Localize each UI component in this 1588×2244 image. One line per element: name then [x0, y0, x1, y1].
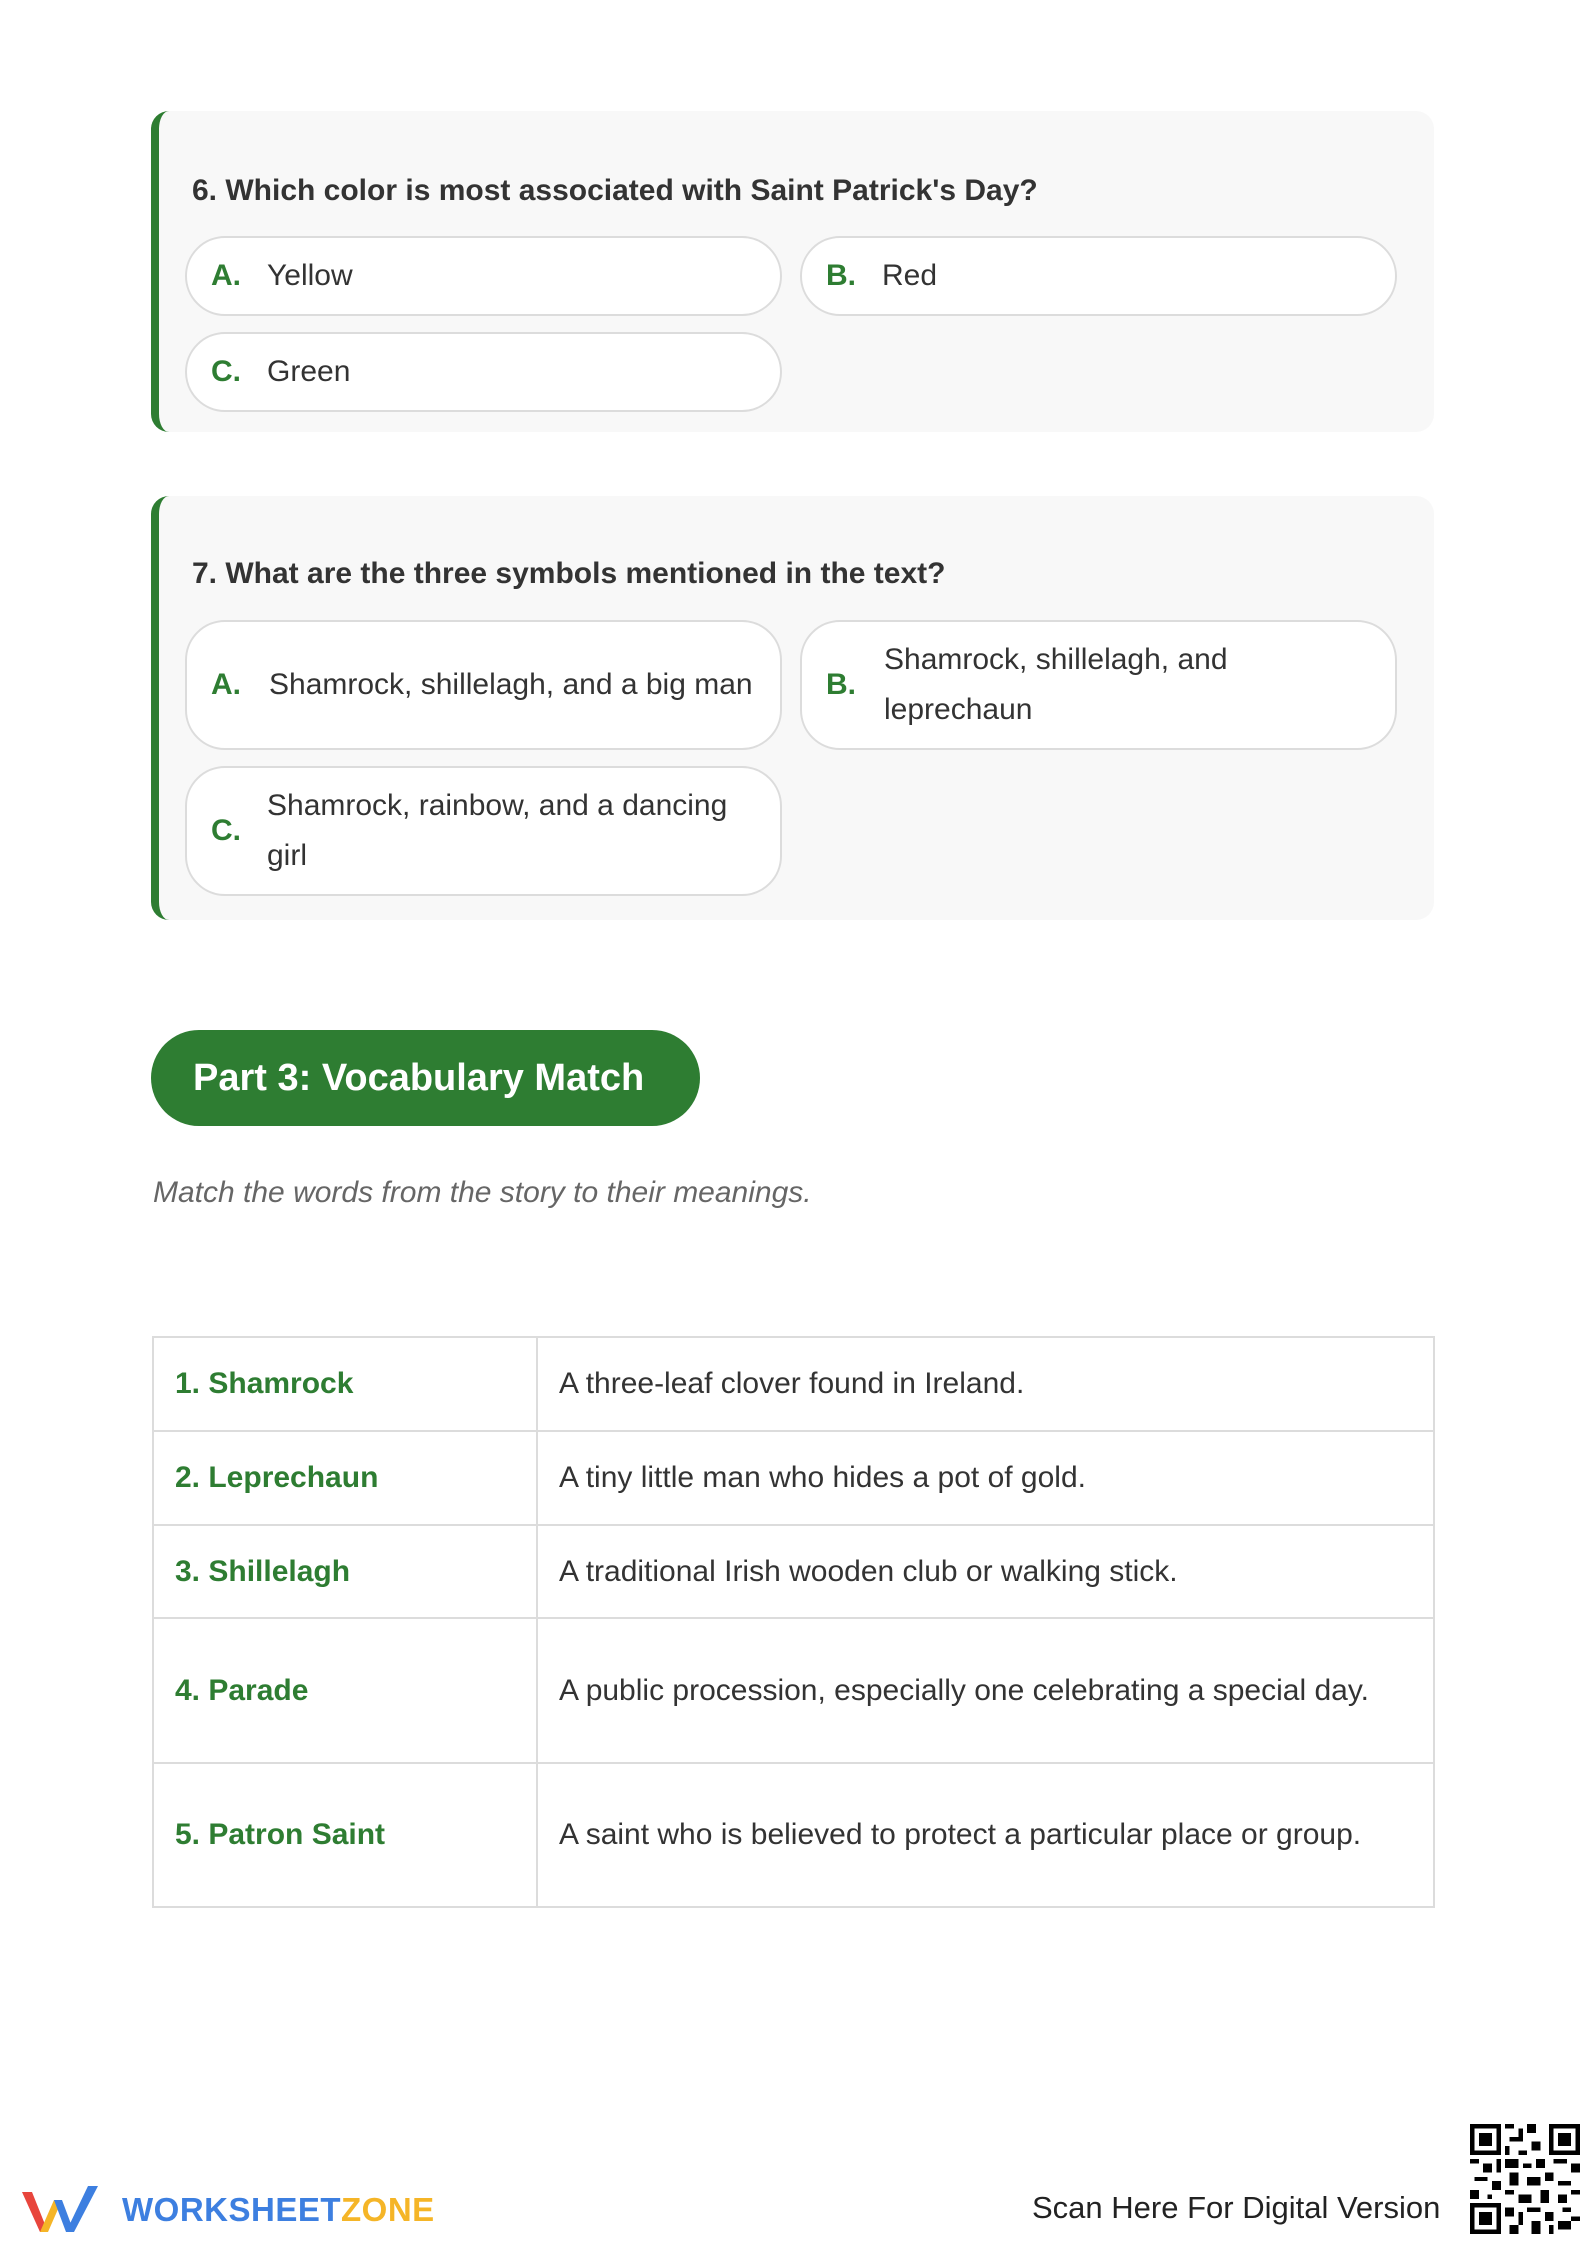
table-row [153, 1431, 1434, 1525]
vocab-definition: A saint who is believed to protect a particular place or group. [537, 1763, 1434, 1907]
option-b[interactable] [800, 236, 1397, 316]
logo-w-icon [18, 2182, 108, 2238]
option-letter: B. [826, 668, 856, 701]
option-text: Shamrock, shillelagh, and a big man [269, 668, 753, 701]
vocab-definition: A tiny little man who hides a pot of gold. [537, 1431, 1434, 1525]
section-title: Part 3: Vocabulary Match [151, 1030, 700, 1126]
option-letter: A. [211, 259, 241, 292]
logo-wordmark [122, 2191, 435, 2229]
qr-code-icon[interactable] [1470, 2124, 1580, 2234]
vocab-term: 5. Patron Saint [153, 1763, 537, 1907]
vocab-term: 3. Shillelagh [153, 1525, 537, 1618]
option-text: Green [267, 355, 351, 388]
scan-instruction: Scan Here For Digital Version [1032, 2190, 1441, 2225]
section-instructions: Match the words from the story to their meanings. [153, 1176, 812, 1209]
option-c[interactable] [185, 332, 782, 412]
table-row [153, 1337, 1434, 1431]
table-row [153, 1525, 1434, 1618]
option-letter: B. [826, 259, 856, 292]
logo-text-zone: ZONE [341, 2191, 435, 2228]
option-text: Shamrock, shillelagh, and leprechaun [884, 643, 1228, 726]
question-card-6 [151, 111, 1434, 432]
vocab-definition: A traditional Irish wooden club or walking stick. [537, 1525, 1434, 1618]
question-text: 6. Which color is most associated with Saint Patrick's Day? [192, 174, 1038, 207]
option-a[interactable] [185, 620, 782, 750]
option-text: Red [882, 259, 938, 292]
table-row [153, 1763, 1434, 1907]
question-card-7 [151, 496, 1434, 920]
option-b[interactable] [800, 620, 1397, 750]
question-text: 7. What are the three symbols mentioned in the text? [192, 557, 946, 590]
option-letter: C. [211, 355, 241, 388]
vocab-term: 4. Parade [153, 1618, 537, 1763]
option-a[interactable] [185, 236, 782, 316]
option-letter: C. [211, 814, 241, 847]
option-text: Shamrock, rainbow, and a dancing girl [267, 789, 728, 872]
worksheetzone-logo[interactable] [18, 2182, 435, 2238]
option-letter: A. [211, 668, 241, 701]
vocab-definition: A public procession, especially one celebrating a special day. [537, 1618, 1434, 1763]
vocab-term: 1. Shamrock [153, 1337, 537, 1431]
vocab-term: 2. Leprechaun [153, 1431, 537, 1525]
option-text: Yellow [267, 259, 353, 292]
table-row [153, 1618, 1434, 1763]
vocabulary-table [152, 1336, 1435, 1908]
option-c[interactable] [185, 766, 782, 896]
vocab-definition: A three-leaf clover found in Ireland. [537, 1337, 1434, 1431]
logo-text-worksheet: WORKSHEET [122, 2191, 341, 2228]
